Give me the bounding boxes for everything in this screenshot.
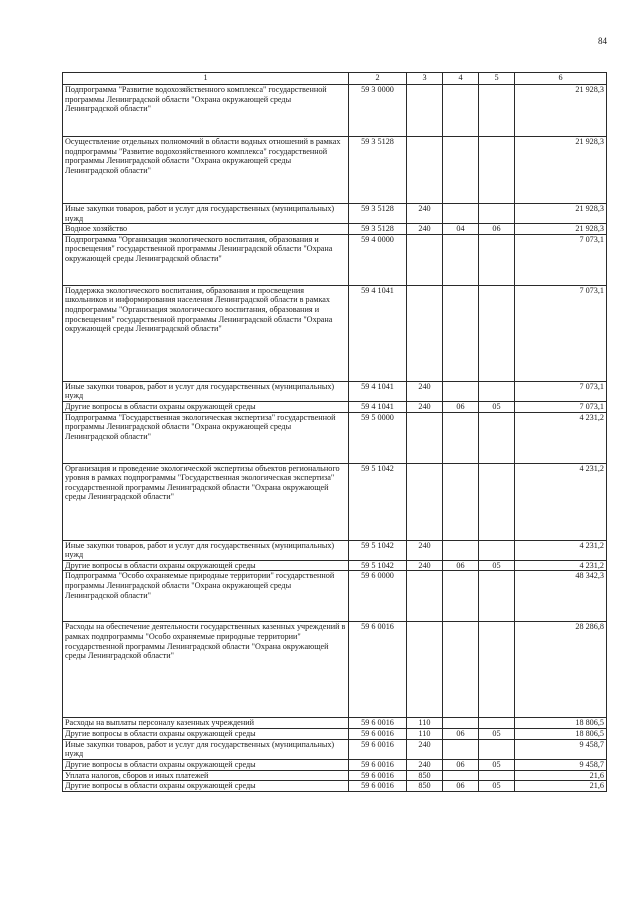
cell-expense-type: 240 bbox=[407, 224, 443, 235]
page-number: 84 bbox=[598, 36, 607, 46]
table-row bbox=[63, 234, 607, 285]
cell-target-code: 59 6 0000 bbox=[349, 571, 407, 622]
cell-section: 06 bbox=[443, 759, 479, 770]
cell-expense-type: 240 bbox=[407, 204, 443, 224]
cell-expense-type: 240 bbox=[407, 560, 443, 571]
cell-amount: 21,6 bbox=[515, 770, 607, 781]
cell-amount: 21 928,3 bbox=[515, 85, 607, 137]
table-row bbox=[63, 412, 607, 463]
cell-target-code: 59 5 1042 bbox=[349, 560, 407, 571]
cell-section bbox=[443, 540, 479, 560]
cell-expense-type bbox=[407, 85, 443, 137]
cell-name: Другие вопросы в области охраны окружающей среды bbox=[63, 560, 349, 571]
cell-name: Подпрограмма "Организация экологического воспитания, образования и просвещения" государственной программы Ленинградской области "Охрана окружающей среды Ленинградской области" bbox=[63, 234, 349, 285]
cell-amount: 4 231,2 bbox=[515, 463, 607, 540]
cell-amount: 4 231,2 bbox=[515, 560, 607, 571]
cell-name: Уплата налогов, сборов и иных платежей bbox=[63, 770, 349, 781]
cell-section bbox=[443, 204, 479, 224]
cell-subsection: 06 bbox=[479, 224, 515, 235]
cell-target-code: 59 4 1041 bbox=[349, 285, 407, 381]
cell-target-code: 59 6 0016 bbox=[349, 728, 407, 739]
cell-expense-type: 240 bbox=[407, 401, 443, 412]
cell-target-code: 59 6 0016 bbox=[349, 622, 407, 718]
cell-section bbox=[443, 285, 479, 381]
cell-subsection bbox=[479, 234, 515, 285]
cell-name: Иные закупки товаров, работ и услуг для государственных (муниципальных) нужд bbox=[63, 381, 349, 401]
budget-table bbox=[62, 72, 607, 792]
cell-amount: 9 458,7 bbox=[515, 739, 607, 759]
cell-name: Подпрограмма "Особо охраняемые природные территории" государственной программы Ленинградской области "Охрана окружающей среды Ленинградской области" bbox=[63, 571, 349, 622]
cell-target-code: 59 3 5128 bbox=[349, 137, 407, 204]
cell-subsection: 05 bbox=[479, 728, 515, 739]
cell-subsection: 05 bbox=[479, 781, 515, 792]
cell-name: Подпрограмма "Развитие водохозяйственного комплекса" государственной программы Ленинградской области "Охрана окружающей среды Ленинградской области" bbox=[63, 85, 349, 137]
table-row bbox=[63, 560, 607, 571]
cell-section bbox=[443, 85, 479, 137]
cell-target-code: 59 6 0016 bbox=[349, 718, 407, 729]
cell-name: Водное хозяйство bbox=[63, 224, 349, 235]
cell-amount: 21,6 bbox=[515, 781, 607, 792]
table-row bbox=[63, 463, 607, 540]
cell-subsection bbox=[479, 718, 515, 729]
cell-section bbox=[443, 381, 479, 401]
cell-section: 06 bbox=[443, 560, 479, 571]
header-col-3: 3 bbox=[407, 73, 443, 85]
table-row bbox=[63, 718, 607, 729]
cell-expense-type bbox=[407, 234, 443, 285]
cell-expense-type: 110 bbox=[407, 728, 443, 739]
cell-expense-type: 240 bbox=[407, 381, 443, 401]
table-row bbox=[63, 285, 607, 381]
cell-subsection bbox=[479, 770, 515, 781]
cell-expense-type: 110 bbox=[407, 718, 443, 729]
cell-expense-type bbox=[407, 285, 443, 381]
table-row bbox=[63, 728, 607, 739]
cell-section bbox=[443, 571, 479, 622]
cell-expense-type: 240 bbox=[407, 739, 443, 759]
cell-target-code: 59 3 5128 bbox=[349, 204, 407, 224]
cell-name: Иные закупки товаров, работ и услуг для государственных (муниципальных) нужд bbox=[63, 739, 349, 759]
cell-amount: 4 231,2 bbox=[515, 540, 607, 560]
cell-amount: 7 073,1 bbox=[515, 381, 607, 401]
cell-subsection bbox=[479, 285, 515, 381]
cell-name: Иные закупки товаров, работ и услуг для государственных (муниципальных) нужд bbox=[63, 540, 349, 560]
cell-expense-type bbox=[407, 622, 443, 718]
cell-subsection bbox=[479, 622, 515, 718]
cell-target-code: 59 4 1041 bbox=[349, 381, 407, 401]
cell-name: Расходы на выплаты персоналу казенных учреждений bbox=[63, 718, 349, 729]
table-row bbox=[63, 781, 607, 792]
cell-amount: 21 928,3 bbox=[515, 137, 607, 204]
cell-section bbox=[443, 463, 479, 540]
cell-section: 04 bbox=[443, 224, 479, 235]
table-row bbox=[63, 381, 607, 401]
cell-subsection bbox=[479, 571, 515, 622]
cell-subsection bbox=[479, 381, 515, 401]
cell-target-code: 59 5 1042 bbox=[349, 540, 407, 560]
cell-section bbox=[443, 739, 479, 759]
cell-subsection bbox=[479, 540, 515, 560]
cell-name: Поддержка экологического воспитания, образования и просвещения школьников и информирования населения Ленинградской области в рамках подпрограммы "Организация экологического воспитания, образования и просвещения" государственной программы Ленинградской области "Охрана окружающей среды Ленинградской области" bbox=[63, 285, 349, 381]
cell-subsection bbox=[479, 85, 515, 137]
cell-amount: 28 286,8 bbox=[515, 622, 607, 718]
table-row bbox=[63, 204, 607, 224]
cell-target-code: 59 3 0000 bbox=[349, 85, 407, 137]
cell-amount: 7 073,1 bbox=[515, 234, 607, 285]
cell-section: 06 bbox=[443, 728, 479, 739]
cell-amount: 21 928,3 bbox=[515, 224, 607, 235]
cell-name: Осуществление отдельных полномочий в области водных отношений в рамках подпрограммы "Развитие водохозяйственного комплекса" государственной программы Ленинградской области "Охрана окружающей среды Ленинградской области" bbox=[63, 137, 349, 204]
table-row bbox=[63, 571, 607, 622]
cell-expense-type: 240 bbox=[407, 759, 443, 770]
cell-subsection bbox=[479, 412, 515, 463]
cell-expense-type: 850 bbox=[407, 781, 443, 792]
table-row bbox=[63, 622, 607, 718]
cell-amount: 48 342,3 bbox=[515, 571, 607, 622]
table-header bbox=[63, 73, 607, 85]
table-row bbox=[63, 85, 607, 137]
cell-name: Другие вопросы в области охраны окружающей среды bbox=[63, 401, 349, 412]
cell-name: Расходы на обеспечение деятельности государственных казенных учреждений в рамках подпрограммы "Особо охраняемые природные территории" государственной программы Ленинградской области "Охрана окружающей среды Ленинградской области" bbox=[63, 622, 349, 718]
cell-target-code: 59 3 5128 bbox=[349, 224, 407, 235]
cell-amount: 7 073,1 bbox=[515, 401, 607, 412]
cell-target-code: 59 4 1041 bbox=[349, 401, 407, 412]
header-col-2: 2 bbox=[349, 73, 407, 85]
cell-section bbox=[443, 622, 479, 718]
cell-amount: 4 231,2 bbox=[515, 412, 607, 463]
header-col-6: 6 bbox=[515, 73, 607, 85]
cell-section bbox=[443, 412, 479, 463]
cell-name: Другие вопросы в области охраны окружающей среды bbox=[63, 781, 349, 792]
cell-amount: 18 806,5 bbox=[515, 728, 607, 739]
cell-target-code: 59 5 0000 bbox=[349, 412, 407, 463]
table-row bbox=[63, 137, 607, 204]
header-col-4: 4 bbox=[443, 73, 479, 85]
header-col-1: 1 bbox=[63, 73, 349, 85]
cell-expense-type bbox=[407, 137, 443, 204]
header-col-5: 5 bbox=[479, 73, 515, 85]
cell-expense-type bbox=[407, 463, 443, 540]
cell-amount: 21 928,3 bbox=[515, 204, 607, 224]
cell-expense-type: 240 bbox=[407, 540, 443, 560]
header-row bbox=[63, 73, 607, 85]
table-row bbox=[63, 759, 607, 770]
table-row bbox=[63, 224, 607, 235]
cell-expense-type bbox=[407, 412, 443, 463]
cell-subsection: 05 bbox=[479, 560, 515, 571]
cell-subsection bbox=[479, 739, 515, 759]
cell-name: Иные закупки товаров, работ и услуг для государственных (муниципальных) нужд bbox=[63, 204, 349, 224]
cell-target-code: 59 4 0000 bbox=[349, 234, 407, 285]
cell-section bbox=[443, 137, 479, 204]
cell-amount: 18 806,5 bbox=[515, 718, 607, 729]
cell-expense-type bbox=[407, 571, 443, 622]
cell-target-code: 59 6 0016 bbox=[349, 770, 407, 781]
cell-section: 06 bbox=[443, 781, 479, 792]
table-row bbox=[63, 770, 607, 781]
table-row bbox=[63, 540, 607, 560]
cell-name: Другие вопросы в области охраны окружающей среды bbox=[63, 759, 349, 770]
cell-subsection bbox=[479, 463, 515, 540]
cell-amount: 9 458,7 bbox=[515, 759, 607, 770]
cell-section: 06 bbox=[443, 401, 479, 412]
cell-name: Другие вопросы в области охраны окружающей среды bbox=[63, 728, 349, 739]
cell-subsection bbox=[479, 204, 515, 224]
table-row bbox=[63, 401, 607, 412]
cell-target-code: 59 6 0016 bbox=[349, 759, 407, 770]
cell-subsection: 05 bbox=[479, 401, 515, 412]
cell-target-code: 59 6 0016 bbox=[349, 781, 407, 792]
cell-expense-type: 850 bbox=[407, 770, 443, 781]
cell-subsection: 05 bbox=[479, 759, 515, 770]
table-body bbox=[63, 85, 607, 792]
cell-section bbox=[443, 770, 479, 781]
cell-subsection bbox=[479, 137, 515, 204]
cell-amount: 7 073,1 bbox=[515, 285, 607, 381]
cell-section bbox=[443, 718, 479, 729]
cell-name: Подпрограмма "Государственная экологическая экспертиза" государственной программы Ленинградской области "Охрана окружающей среды Ленинградской области" bbox=[63, 412, 349, 463]
cell-target-code: 59 6 0016 bbox=[349, 739, 407, 759]
cell-name: Организация и проведение экологической экспертизы объектов регионального уровня в рамках подпрограммы "Государственная экологическая экспертиза" государственной программы Ленинградской области "Охрана окружающей среды Ленинградской области" bbox=[63, 463, 349, 540]
table-row bbox=[63, 739, 607, 759]
cell-target-code: 59 5 1042 bbox=[349, 463, 407, 540]
cell-section bbox=[443, 234, 479, 285]
